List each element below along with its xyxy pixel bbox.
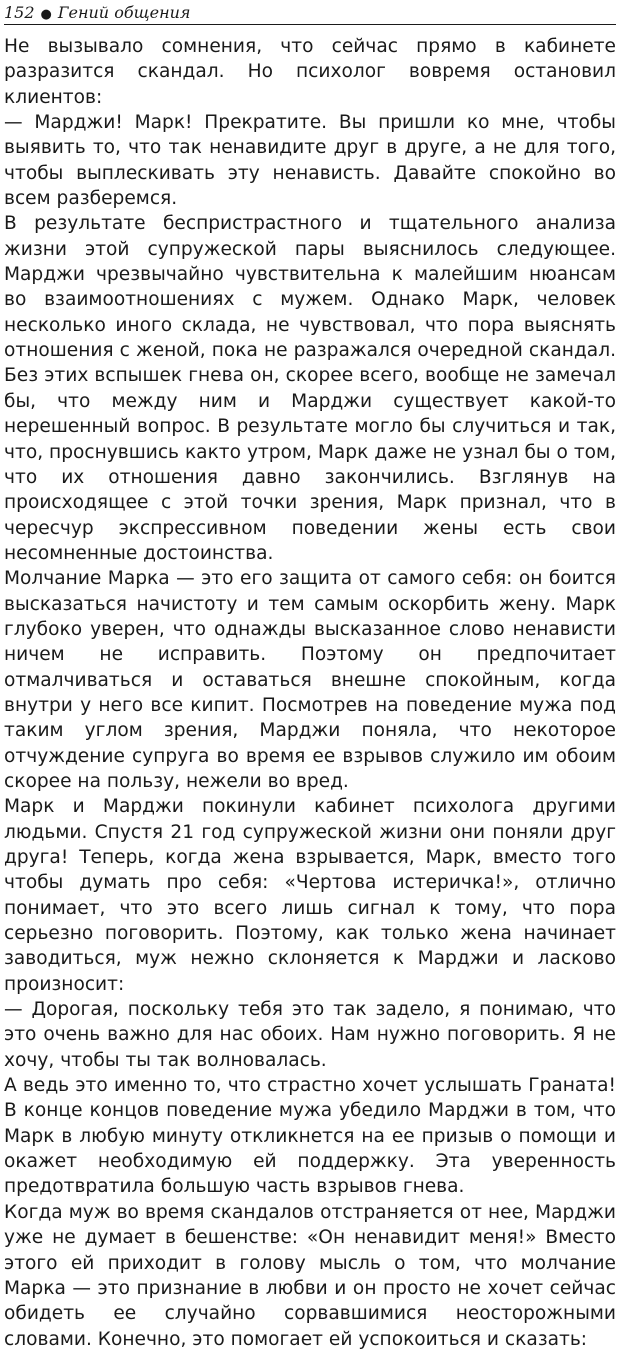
running-title: Гений общения [57, 3, 191, 22]
paragraph: Не вызывало сомнения, что сейчас прямо в кабинете разразится скандал. Но психолог вовремя остановил клиентов: [4, 36, 616, 108]
running-header [4, 2, 616, 25]
paragraph: А ведь это именно то, что страстно хочет услышать Граната! В конце концов поведение мужа убедило Марджи в том, что Марк в любую минуту откликнется на ее призыв о помощи и окажет необходимую ей поддержку. Эта уверенность предотвратила большую часть взрывов гнева. [4, 1075, 616, 1198]
paragraph: — Марджи! Марк! Прекратите. Вы пришли ко мне, чтобы выявить то, что так ненавидите друг в друге, а не для того, чтобы выплескивать эту ненависть. Давайте спокойно во всем разберемся. [4, 112, 616, 210]
paragraph: — Дорогая, поскольку тебя это так задело, я понимаю, что это очень важно для нас обоих. Нам нужно поговорить. Я не хочу, чтобы ты так волновалась. [4, 999, 616, 1071]
bullet-separator: ● [40, 7, 52, 22]
paragraph: Молчание Марка — это его защита от самого себя: он боится высказаться начистоту и тем самым оскорбить жену. Марк глубоко уверен, что однажды высказанное слово ненависти ничем не исправить. Поэтому он предпочитает отмалчиваться и оставаться внешне спокойным, когда внутри у него все кипит. Посмотрев на поведение мужа под таким углом зрения, Марджи поняла, что некоторое отчуждение супруга во время ее взрывов служило им обоим скорее на пользу, нежели во вред. [4, 568, 616, 792]
page-number: 152 [4, 3, 35, 22]
page-body [4, 34, 616, 1352]
paragraph: В результате беспристрастного и тщательного анализа жизни этой супружеской пары выяснилось следующее. Марджи чрезвычайно чувствительна к малейшим нюансам во взаимоотношениях с мужем. Однако Марк, человек несколько иного склада, не чувствовал, что пора выяснять отношения с женой, пока не разражался очередной скандал. Без этих вспышек гнева он, скорее всего, вообще не замечал бы, что между ним и Марджи существует какой-то нерешенный вопрос. В результате могло бы случиться и так, что, проснувшись както утром, Марк даже не узнал бы о том, что их отношения давно закончились. Взглянув на происходящее с этой точки зрения, Марк признал, что в чересчур экспрессивном поведении жены есть свои несомненные достоинства. [4, 213, 616, 564]
paragraph: Когда муж во время скандалов отстраняется от нее, Марджи уже не думает в бешенстве: «Он ненавидит меня!» Вместо этого ей приходит в голову мысль о том, что молчание Марка — это признание в любви и он просто не хочет сейчас обидеть ее случайно сорвавшимися неосторожными словами. Конечно, это помогает ей успокоиться и сказать: [4, 1201, 616, 1350]
paragraph: Марк и Марджи покинули кабинет психолога другими людьми. Спустя 21 год супружеской жизни они поняли друг друга! Теперь, когда жена взрывается, Марк, вместо того чтобы думать про себя: «Чертова истеричка!», отлично понимает, что это всего лишь сигнал к тому, что пора серьезно поговорить. Поэтому, как только жена начинает заводиться, муж нежно склоняется к Марджи и ласково произносит: [4, 796, 616, 995]
